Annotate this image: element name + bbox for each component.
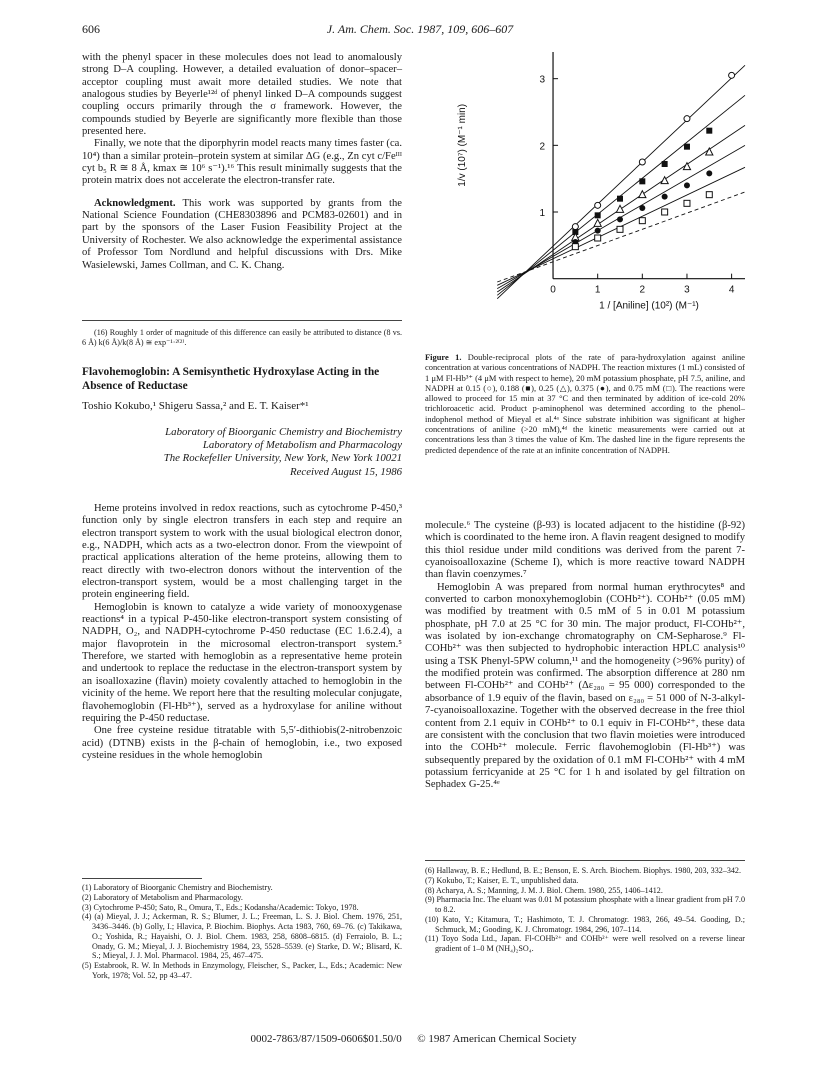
data-point — [729, 72, 735, 78]
footnote: (1) Laboratory of Bioorganic Chemistry and Biochemistry. — [82, 883, 273, 892]
plot-area — [457, 52, 745, 312]
footnote: (9) Pharmacia Inc. The eluant was 0.01 M potassium phosphate with a linear gradient from pH 7.0 to 8.2. — [425, 895, 745, 914]
data-point — [595, 202, 601, 208]
x-tick-label: 4 — [728, 284, 735, 296]
data-point — [662, 209, 668, 215]
data-point — [639, 159, 645, 165]
footnote: (3) Cytochrome P-450; Sato, R., Omura, T., Eds.; Kodansha/Academic: Tokyo, 1978. — [82, 902, 359, 912]
divider — [82, 878, 202, 879]
data-point — [595, 228, 601, 234]
footer-copyright: © 1987 American Chemical Society — [417, 1033, 577, 1045]
data-point — [662, 194, 668, 200]
acknowledgment — [82, 198, 402, 272]
divider — [82, 320, 402, 321]
article-title: Flavohemoglobin: A Semisynthetic Hydroxylase Acting in the Absence of Reductase — [82, 366, 380, 392]
left-footnotes — [82, 883, 402, 981]
paragraph: molecule.⁶ The cysteine (β-93) is located adjacent to the histidine (β-92) which is coordinated to the heme iron. A flavin reagent designed to modify this thiol residue under mild conditions was derived from the parent 7-cyanoisoalloxazine (Scheme I), which is more reactive toward NADPH than flavin coenzymes.⁷ — [425, 520, 745, 581]
footnote: (5) Estabrook, R. W. In Methods in Enzymology, Fleischer, S., Packer, L., Eds.; Academic: New York, 1978; Vol. 52, pp 43–47. — [82, 961, 402, 980]
right-footnotes — [425, 866, 745, 954]
x-tick-label: 0 — [550, 284, 556, 296]
data-point — [639, 178, 645, 184]
article-authors: Toshio Kokubo,¹ Shigeru Sassa,² and E. T. Kaiser*¹ — [82, 400, 309, 412]
data-point — [616, 205, 623, 212]
footnote: (4) (a) Mieyal, J. J.; Ackerman, R. S.; Blumer, J. L.; Freeman, L. S. J. Biol. Chem. 1976, 251, 3436–3446. (b) Golly, I.; Hlavica, P. Biochim. Biophys. Acta 1983, 760, 69–76. (c) Takikawa, O.; Yoshida, R.; Hayaishi, O. J. Biol. Chem. 1983, 258, 6808–6815. (d) Ferraiolo, B. L.; Onady, G. M.; Mieyal, J. J. Biochemistry 1984, 23, 5528–5539. (e) Starke, D. W.; Blisard, K. S.; Mieyal, J. J. Mol. Pharmacol. 1984, 25, 467–475. — [82, 912, 402, 961]
data-point — [662, 161, 668, 167]
figure-1-chart — [455, 40, 755, 340]
data-point — [617, 216, 623, 222]
figure-caption — [425, 352, 745, 455]
data-point — [572, 244, 578, 250]
paragraph: One free cysteine residue titratable with 5,5′-dithiobis(2-nitrobenzoic acid) (DTNB) exists in the β-chain of hemoglobin, i.e., two exposed cysteine residues in the whole hemoglobin — [82, 725, 402, 761]
paragraph: Finally, we note that the diporphyrin model reacts many times faster (ca. 10⁴) than a similar protein–protein system at similar ΔG (e.g., Zn cyt c/Feᴵᴵᴵ cyt b₅ R ≅ 8 Å, kmax ≅ 10⁶ s⁻¹).¹⁶ This result minimally suggests that the protein matrix does not accelerate the electron-transfer rate. — [82, 138, 402, 187]
y-tick-label: 3 — [539, 74, 546, 86]
paragraph: Heme proteins involved in redox reactions, such as cytochrome P-450,³ function only by single electron transfers in each step and require an electron transport system to work with the usual biological electron donor, e.g., NADPH, which acts as a two-electron donor. From the viewpoint of practical applications alteration of the heme proteins, allowing them to react directly with two-electron donors without the intervention of the electron-transport system, would be a most challenging target in the protein engineering field. — [82, 503, 402, 601]
y-tick-label: 2 — [539, 141, 546, 153]
data-point — [706, 170, 712, 176]
data-point — [706, 192, 712, 198]
left-column-top — [82, 52, 402, 272]
page-footer — [0, 1033, 827, 1045]
y-axis-label: 1/v (10⁷) (M⁻¹ min) — [457, 103, 468, 187]
data-point — [617, 226, 623, 232]
data-point — [639, 218, 645, 224]
data-point — [684, 182, 690, 188]
affiliation: The Rockefeller University, New York, New York 10021 — [163, 452, 402, 464]
series-line — [497, 65, 745, 298]
footer-code: 0002-7863/87/1509-0606$01.50/0 — [250, 1033, 402, 1045]
ack-text: This work was supported by grants from the National Science Foundation (CHE8303896 and PCM83-02601) and in part by the sponsors of the Laser Fusion Feasibility Project at the University of Rochester. We also acknowledge the experimental assistance of Professor Tom Nordlund and helpful discussions with Drs. Mike Wasielewski, James Collman, and C. K. Chang. — [82, 197, 402, 271]
data-point — [684, 144, 690, 150]
data-point — [639, 205, 645, 211]
data-point — [572, 224, 578, 230]
data-point — [684, 200, 690, 206]
footnote: (2) Laboratory of Metabolism and Pharmacology. — [82, 892, 243, 902]
footnote: (11) Toyo Soda Ltd., Japan. Fl-COHb²⁺ and COHb²⁺ were well resolved on a reverse linear gradient of 1–0 M (NH₄)₂SO₄. — [425, 934, 745, 953]
x-tick-label: 2 — [639, 284, 646, 296]
data-point — [706, 128, 712, 134]
data-point — [684, 116, 690, 122]
footnote-16 — [82, 328, 402, 348]
x-axis-label: 1 / [Aniline] (10²) (M⁻¹) — [599, 300, 699, 312]
data-point — [595, 235, 601, 241]
caption-label: Figure 1. — [425, 352, 462, 362]
affiliations — [82, 426, 402, 479]
data-point — [595, 212, 601, 218]
data-point — [617, 196, 623, 202]
data-point — [639, 191, 646, 198]
footnote-text: (16) Roughly 1 order of magnitude of this difference can easily be attributed to distance (8 vs. 6 Å) k(6 Å)/k(8 Å) ≅ exp⁻¹·²⁽²⁾. — [82, 328, 402, 347]
running-header: J. Am. Chem. Soc. 1987, 109, 606–607 — [326, 22, 514, 36]
received-date: Received August 15, 1986 — [290, 466, 402, 478]
paragraph: with the phenyl spacer in these molecules does not lead to anomalously strong D–A coupling. However, a detailed evaluation of donor–spacer–acceptor coupling must await more detailed studies. We note that analogous studies by Beyerle¹²ᵈ of phenyl linked D–A compounds suggest coupling occurs primarily through the σ framework. However, the compounds studied by Beyerle are significantly more flexible than those presented here. — [82, 52, 402, 138]
paragraph: Hemoglobin is known to catalyze a wide variety of monooxygenase reactions⁴ in a typical P-450-like electron-transport system consisting of NADPH, O₂, and NADPH-cytochrome P-450 reductase (EC 1.6.2.4), a major flavoprotein in the microsomal electron-transport system.⁵ Therefore, we started with hemoglobin as a representative heme protein and undertook to replace the reductase in the electron-transport system by an isoalloxazine (flavin) moiety covalently attached to hemoglobin in the vicinity of the heme. We report here that the resulting molecular conjugate, flavohemoglobin (Fl-Hb³⁺), served as a hydroxylase for aniline without requiring the P-450 reductase. — [82, 601, 402, 724]
footnote: (7) Kokubo, T.; Kaiser, E. T., unpublished data. — [425, 875, 579, 885]
x-tick-label: 3 — [684, 284, 690, 296]
dashed-series-line — [497, 192, 745, 282]
footnote: (6) Hallaway, B. E.; Hedlund, B. E.; Benson, E. S. Arch. Biochem. Biophys. 1980, 203, 332–342. — [425, 866, 742, 875]
affiliation: Laboratory of Metabolism and Pharmacology — [202, 439, 402, 451]
footnote: (8) Acharya, A. S.; Manning, J. M. J. Biol. Chem. 1980, 255, 1406–1412. — [425, 885, 663, 895]
left-column-body — [82, 503, 402, 762]
footnote: (10) Kato, Y.; Kitamura, T.; Hashimoto, T. J. Chromatogr. 1983, 266, 49–54. Gooding, D.; Schmuck, M.; Gooding, K. J. Chromatogr. 1984, 296, 107–114. — [425, 914, 745, 934]
y-tick-label: 1 — [539, 208, 546, 219]
page-number: 606 — [82, 22, 100, 36]
affiliation: Laboratory of Bioorganic Chemistry and Biochemistry — [165, 426, 402, 438]
paragraph: Hemoglobin A was prepared from normal human erythrocytes⁸ and converted to carbon monoxyhemoglobin (COHb²⁺). COHb²⁺ (0.05 mM) was modified by treatment with 0.5 mM of 5 in 0.01 M potassium phosphate, pH 7.0 at 25 °C for 30 min. The major product, Fl-COHb²⁺, was isolated by ion-exchange chromatography on CM-Sepharose.⁹ Fl-COHb²⁺ was then subjected to hydrophobic interaction HPLC analysis¹⁰ using a TSK Phenyl-5PW column,¹¹ and the homogeneity (>96% purity) of the modified protein was confirmed. The absorption difference at 280 nm between Fl-COHb²⁺ and COHb²⁺ (Δε₂₈₀ = 95 000) corresponded to the absorbance of 1.9 equiv of the flavin, based on ε₂₈₀ = 51 000 of N-3-alkyl-7-cyanoisoalloxazine. Together with the observed decrease in the free thiol content from 2.1 equiv in COHb²⁺ to 0.1 equiv in Fl-COHb²⁺, these data are consistent with the conclusion that two flavin moieties were introduced into the COHb²⁺ molecule. Ferric flavohemoglobin (Fl-Hb³⁺) was subsequently prepared by the oxidation of 0.1 mM Fl-COHb²⁺ with 4 mM potassium ferricyanide at 25 °C for 1 h and isolated by gel filtration on Sephadex G-25.⁴ᵉ — [425, 581, 745, 791]
x-tick-label: 1 — [594, 284, 601, 296]
ack-heading: Acknowledgment. — [94, 197, 176, 209]
right-column-body — [425, 520, 745, 792]
caption-text: Double-reciprocal plots of the rate of para-hydroxylation against aniline concentration at various concentrations of NADPH. The reaction mixtures (1 mL) consisted of 1 μM Fl-Hb³⁺ (4 μM with respect to heme), 20 mM potassium phosphate, pH 7.5, aniline, and NADPH at 0.15 (○), 0.188 (■), 0.25 (△), 0.375 (●), and 0.75 mM (□). The reactions were allowed to proceed for 15 min at 37 °C and then terminated by addition of ice-cold 20% trichloroacetic acid. Product p-aminophenol was determined according to the phenol–indophenol method of Mieyal et al.⁴ᵃ Since substrate inhibition was significant at higher concentrations of aniline (>20 mM),⁴ᵈ the kinetic measurements were carried out at concentrations less than 3 times the value of Km. The dashed line in the figure represents the predicted dependence of the rate at an infinite concentration of NADPH. — [425, 352, 745, 455]
divider — [425, 860, 745, 861]
